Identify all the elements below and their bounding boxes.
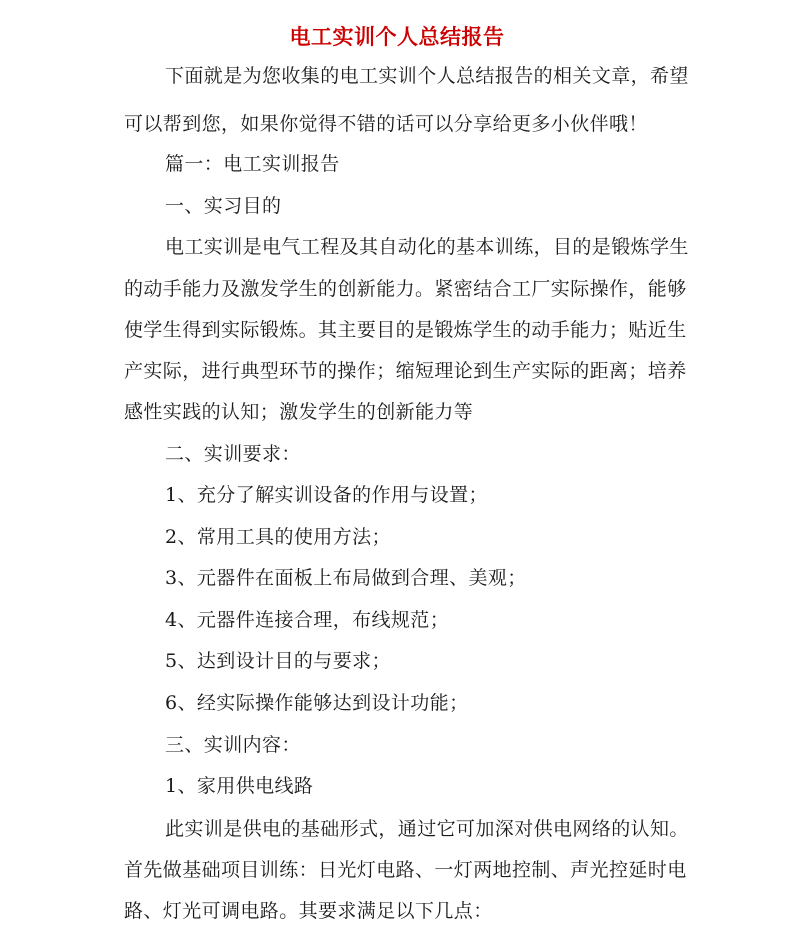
- list-item: 5、达到设计目的与要求；: [165, 650, 391, 672]
- paragraph-line: 可以帮到您，如果你觉得不错的话可以分享给更多小伙伴哦！: [124, 113, 648, 135]
- list-item: 1、家用供电线路: [165, 775, 314, 797]
- paragraph-line: 的动手能力及激发学生的创新能力。紧密结合工厂实际操作，能够: [124, 278, 687, 300]
- paragraph-line: 电工实训是电气工程及其自动化的基本训练，目的是锻炼学生: [165, 236, 689, 258]
- section-heading: 一、实习目的: [165, 195, 282, 217]
- paragraph-line: 此实训是供电的基础形式，通过它可加深对供电网络的认知。: [165, 818, 689, 840]
- list-item: 3、元器件在面板上布局做到合理、美观；: [165, 567, 527, 589]
- paragraph-line: 首先做基础项目训练：日光灯电路、一灯两地控制、声光控延时电: [124, 859, 687, 881]
- list-item: 2、常用工具的使用方法；: [165, 526, 391, 548]
- list-item: 6、经实际操作能够达到设计功能；: [165, 692, 469, 714]
- section-heading: 三、实训内容：: [165, 734, 301, 756]
- list-item: 1、充分了解实训设备的作用与设置；: [165, 484, 488, 506]
- paragraph-line: 路、灯光可调电路。其要求满足以下几点：: [124, 900, 493, 922]
- paragraph-line: 产实际，进行典型环节的操作；缩短理论到生产实际的距离；培养: [124, 360, 687, 382]
- paragraph-line: 感性实践的认知；激发学生的创新能力等: [124, 401, 474, 423]
- document-title: 电工实训个人总结报告: [289, 24, 505, 49]
- paragraph-line: 使学生得到实际锻炼。其主要目的是锻炼学生的动手能力；贴近生: [124, 319, 687, 341]
- list-item: 4、元器件连接合理，布线规范；: [165, 609, 450, 631]
- section-heading: 二、实训要求：: [165, 443, 301, 465]
- paragraph-line: 下面就是为您收集的电工实训个人总结报告的相关文章，希望: [165, 65, 689, 87]
- section-heading: 篇一：电工实训报告: [165, 153, 340, 175]
